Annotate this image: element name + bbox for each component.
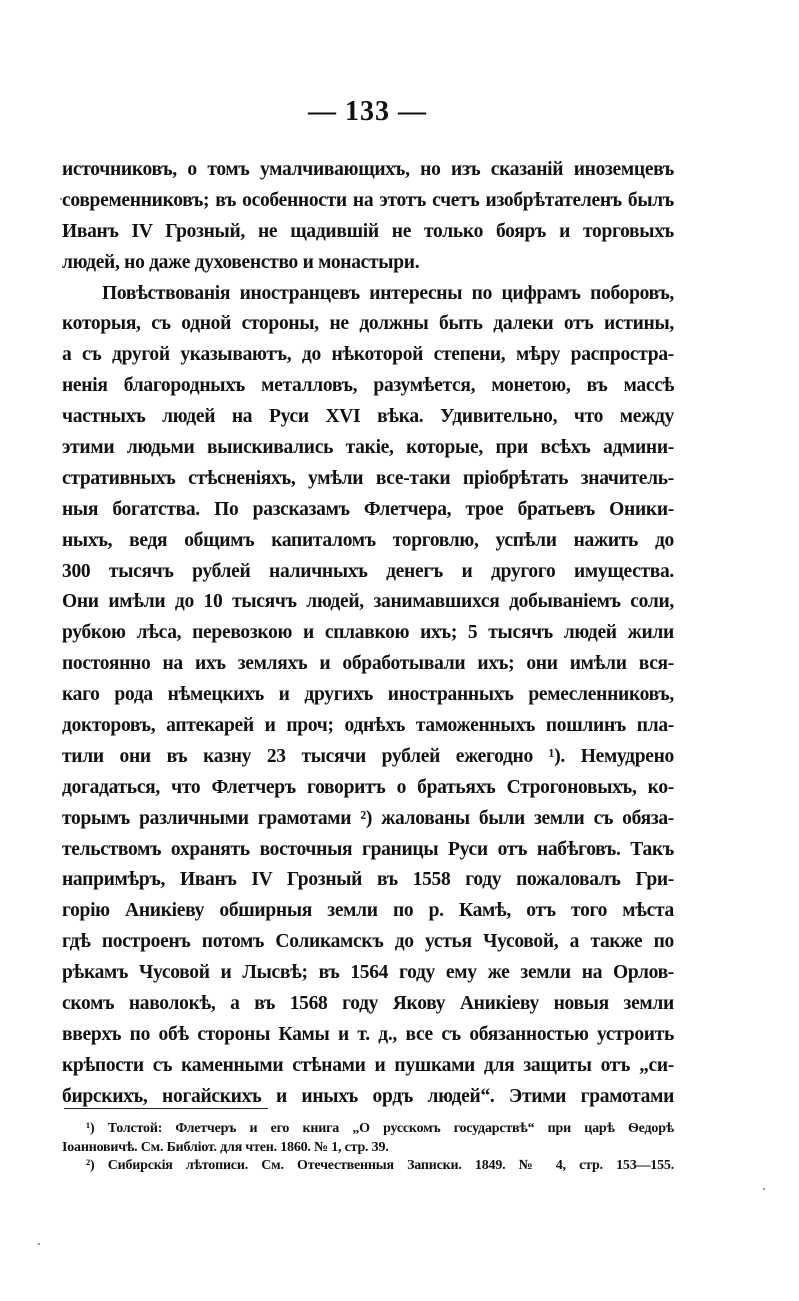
text-line: ненія благородныхъ металловъ, разумѣется, монетою, въ массѣ [62, 375, 674, 397]
text-line: напримѣръ, Иванъ IV Грозный въ 1558 году пожаловалъ Гри- [62, 869, 674, 891]
text-line: 300 тысячъ рублей наличныхъ денегъ и другого имущества. [62, 560, 674, 582]
text-line: каго рода нѣмецкихъ и другихъ иностранныхъ ремесленниковъ, [62, 684, 674, 706]
text-line: гдѣ построенъ потомъ Соликамскъ до устья Чусовой, а также по [62, 931, 674, 953]
page-number: — 133 — [308, 96, 427, 127]
text-line: этими людьми выискивались такіе, которые, при всѣхъ админи- [62, 437, 674, 459]
text-line: ныхъ, ведя общимъ капиталомъ торговлю, успѣли нажить до [62, 529, 674, 551]
text-line: а съ другой указываютъ, до нѣкоторой степени, мѣру распростра- [62, 344, 674, 366]
footnote-1-continued: Іоанновичѣ. См. Библіот. для чтен. 1860. № 1, стр. 39. [62, 1139, 389, 1155]
text-line: людей, но даже духовенство и монастыри. [62, 251, 420, 273]
text-line: Повѣствованія иностранцевъ интересны по цифрамъ поборовъ, [102, 282, 674, 304]
body-text [62, 155, 674, 1113]
scan-speck [60, 198, 62, 200]
text-line: Иванъ IV Грозный, не щадившій не только бояръ и торговыхъ [62, 220, 674, 242]
scan-speck [38, 1243, 40, 1245]
text-line: тельствомъ охранять восточныя границы Руси отъ набѣговъ. Такъ [62, 838, 674, 860]
footnotes [62, 1120, 674, 1176]
footnote-2: ²) Сибирскія лѣтописи. См. Отечественныя Записки. 1849. № 4, стр. 153—155. [86, 1158, 674, 1173]
text-line: ныя богатства. По разсказамъ Флетчера, трое братьевъ Оники- [62, 498, 674, 520]
text-line: вверхъ по обѣ стороны Камы и т. д., все съ обязанностью устроить [62, 1023, 674, 1045]
text-line: частныхъ людей на Руси XVI вѣка. Удивительно, что между [62, 406, 674, 428]
text-line: современниковъ; въ особенности на этотъ счетъ изобрѣтателенъ былъ [62, 189, 674, 211]
text-line: докторовъ, аптекарей и проч; однѣхъ таможенныхъ пошлинъ пла- [62, 715, 674, 737]
footnote-1: ¹) Толстой: Флетчеръ и его книга „О русскомъ государствѣ“ при царѣ Ѳедорѣ [86, 1121, 674, 1136]
text-line: догадаться, что Флетчеръ говоритъ о братьяхъ Строгоновыхъ, ко- [62, 776, 674, 798]
text-line: тили они въ казну 23 тысячи рублей ежегодно ¹). Немудрено [62, 745, 674, 767]
footnote-divider [64, 1108, 268, 1109]
text-line: Они имѣли до 10 тысячъ людей, занимавшихся добываніемъ соли, [62, 591, 674, 613]
text-line: скомъ наволокѣ, а въ 1568 году Якову Аникіеву новыя земли [62, 993, 674, 1015]
text-line: которыя, съ одной стороны, не должны быть далеки отъ истины, [62, 313, 674, 335]
scan-speck [763, 1188, 765, 1190]
text-line: источниковъ, о томъ умалчивающихъ, но изъ сказаній иноземцевъ [62, 159, 674, 180]
text-line: крѣпости съ каменными стѣнами и пушками для защиты отъ „си- [62, 1054, 674, 1076]
text-line: горію Аникіеву обширныя земли по р. Камѣ, отъ того мѣста [62, 900, 674, 922]
text-line: стративныхъ стѣсненіяхъ, умѣли все-таки пріобрѣтать значитель- [62, 467, 674, 489]
text-line: рѣкамъ Чусовой и Лысвѣ; въ 1564 году ему же земли на Орлов- [62, 962, 674, 984]
text-line: бирскихъ, ногайскихъ и иныхъ ордъ людей“. Этими грамотами [62, 1085, 674, 1107]
text-line: торымъ различными грамотами ²) жалованы были земли съ обяза- [62, 807, 674, 829]
text-line: рубкою лѣса, перевозкою и сплавкою ихъ; 5 тысячъ людей жили [62, 622, 674, 644]
text-line: постоянно на ихъ земляхъ и обработывали ихъ; они имѣли вся- [62, 653, 674, 675]
